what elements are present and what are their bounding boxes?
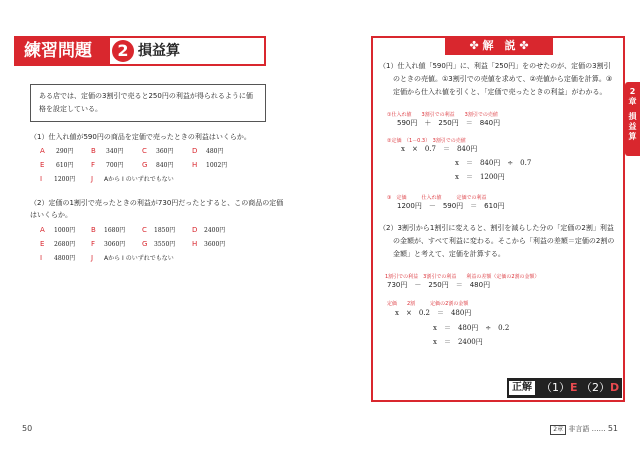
choice-value: 2400円 (204, 227, 226, 234)
choice-value: 4800円 (54, 255, 76, 262)
footer-text: 非言語 (568, 425, 590, 433)
choice-value: 3060円 (104, 241, 126, 248)
choice-letter: G (142, 161, 148, 169)
answer-text (541, 380, 619, 396)
choice-value: 360円 (156, 148, 174, 155)
choice-value: 3550円 (154, 241, 176, 248)
choice-letter: A (40, 226, 45, 234)
problem-statement: ある店では、定価の3割引で売ると250円の利益が得られるように価格を設定している。 (39, 92, 253, 113)
answer-bar (507, 378, 622, 398)
exercise-title-bar (14, 36, 266, 66)
side-tab-char: 2 (629, 87, 636, 96)
footer-chapter: 2章 (550, 425, 566, 435)
choice-letter: I (40, 175, 43, 183)
step-4-equation: 730円 － 250円 ＝ 480円 (387, 281, 491, 289)
choice-value: 840円 (156, 162, 174, 169)
solution-2-line2: の金額が、すべて利益に変わる。そこから「利益の差額＝定価の2割の (393, 237, 615, 245)
answer-1: E (570, 381, 578, 394)
choice-item (40, 147, 45, 156)
step-5-labels: 定価 2割 定価の2割の金額 (387, 301, 469, 307)
choice-item (40, 240, 44, 249)
footer-dots: …… (591, 425, 606, 433)
solution-1-line2: のときの売値。①3割引での売値を求めて、②売値から定価を計算。③ (393, 75, 613, 83)
side-tab-char: 章 (628, 97, 637, 106)
choice-value: 2680円 (54, 241, 76, 248)
choice-item (192, 147, 197, 156)
choice-value: 1680円 (104, 227, 126, 234)
step-5-equation-3: x ＝ 2400円 (433, 338, 483, 346)
choice-letter: B (91, 147, 96, 155)
choice-item (192, 161, 197, 170)
choice-letter: D (192, 147, 198, 155)
choice-letter: I (40, 254, 43, 262)
choice-value: Aから I のいずれでもない (104, 255, 174, 262)
exercise-topic: 損益算 (138, 43, 180, 59)
choice-letter: C (142, 226, 147, 234)
page-number-right: 51 (607, 424, 618, 433)
choice-item (192, 240, 197, 249)
solution-1-line3: 定価から仕入れ値を引くと、「定価で売ったときの利益」がわかる。 (393, 88, 607, 96)
choice-letter: E (40, 161, 45, 169)
choice-letter: D (192, 226, 198, 234)
question-1-text: （1）仕入れ値が590円の商品を定価で売ったときの利益はいくらか。 (30, 133, 251, 141)
choice-item (142, 161, 147, 170)
choice-item (91, 147, 96, 156)
choice-value: 1000円 (54, 227, 76, 234)
page-number-left: 50 (22, 424, 33, 433)
choice-item (40, 161, 44, 170)
choice-letter: E (40, 240, 45, 248)
choice-item (142, 147, 147, 156)
choice-letter: B (91, 226, 96, 234)
choice-value: 700円 (106, 162, 124, 169)
question-2-text-line1: （2）定価の1割引で売ったときの利益が730円だったとすると、この商品の定価 (30, 199, 284, 207)
exercise-title: 練習問題 (24, 41, 92, 61)
step-2-equation-1: x × 0.7 ＝ 840円 (401, 145, 478, 153)
step-1-labels: ①仕入れ値 3割引での利益 3割引での売値 (387, 112, 498, 118)
choice-item (40, 175, 42, 184)
solution-2-line3: 金額」と考えて、定価を計算する。 (393, 250, 505, 258)
choice-item (91, 254, 93, 263)
problem-statement-box (30, 84, 266, 122)
choice-value: 610円 (56, 162, 74, 169)
choice-item (40, 226, 45, 235)
exercise-number-badge: 2 (112, 40, 134, 62)
choice-item (91, 175, 93, 184)
answer-label: 正解 (509, 381, 535, 395)
choice-letter: G (142, 240, 148, 248)
step-5-equation-2: x ＝ 480円 ÷ 0.2 (433, 324, 510, 332)
clover-icon: ✤ (469, 39, 483, 52)
choice-value: 1002円 (206, 162, 228, 169)
choice-item (91, 161, 95, 170)
choice-letter: H (192, 161, 198, 169)
choice-letter: H (192, 240, 198, 248)
solution-header (445, 37, 553, 55)
choice-item (40, 254, 42, 263)
step-1-equation: 590円 ＋ 250円 ＝ 840円 (397, 119, 501, 127)
solution-header-text: 解 説 (482, 39, 516, 52)
question-2-text-line2: はいくらか。 (30, 211, 72, 219)
choice-letter: F (91, 240, 96, 248)
clover-icon: ✤ (515, 39, 529, 52)
choice-item (142, 226, 147, 235)
choice-letter: A (40, 147, 45, 155)
choice-value: 290円 (56, 148, 74, 155)
choice-value: 1200円 (54, 176, 76, 183)
choice-value: Aから I のいずれでもない (104, 176, 174, 183)
choice-value: 1850円 (154, 227, 176, 234)
choice-item (142, 240, 147, 249)
step-4-labels: 1割引での利益 3割引での利益 利益の差額（定価の2割の金額） (385, 274, 540, 280)
side-tab-char: 損 (628, 112, 637, 121)
page-footer-right (550, 424, 618, 435)
step-2-equation-3: x ＝ 1200円 (455, 173, 505, 181)
step-5-equation-1: x × 0.2 ＝ 480円 (395, 309, 472, 317)
choice-letter: F (91, 161, 96, 169)
solution-1-line1: （1）仕入れ値「590円」に、利益「250円」をのせたのが、定価の3割引 (379, 62, 611, 70)
answer-prefix-1: （1） (541, 381, 570, 394)
choice-letter: C (142, 147, 147, 155)
step-3-equation: 1200円 － 590円 ＝ 610円 (397, 202, 505, 210)
choice-value: 480円 (206, 148, 224, 155)
answer-prefix-2: （2） (581, 381, 611, 394)
choice-value: 3600円 (204, 241, 226, 248)
choice-letter: J (91, 175, 94, 183)
choice-value: 340円 (106, 148, 124, 155)
side-tab-char: 算 (628, 132, 637, 141)
chapter-side-tab (625, 82, 640, 156)
answer-2: D (610, 381, 620, 394)
step-2-equation-2: x ＝ 840円 ÷ 0.7 (455, 159, 532, 167)
choice-letter: J (91, 254, 94, 262)
side-tab-char: 益 (628, 122, 637, 131)
choice-item (91, 226, 96, 235)
step-2-labels: ②定価 （1－0.3） 3割引での売値 (387, 138, 466, 144)
solution-frame (371, 36, 625, 402)
choice-item (192, 226, 197, 235)
choice-item (91, 240, 95, 249)
step-3-labels: ③ 定価 仕入れ値 定価での利益 (387, 195, 487, 201)
solution-2-line1: （2）3割引から1割引に変えると、割引を減らした分の「定価の2割」利益 (379, 224, 614, 232)
